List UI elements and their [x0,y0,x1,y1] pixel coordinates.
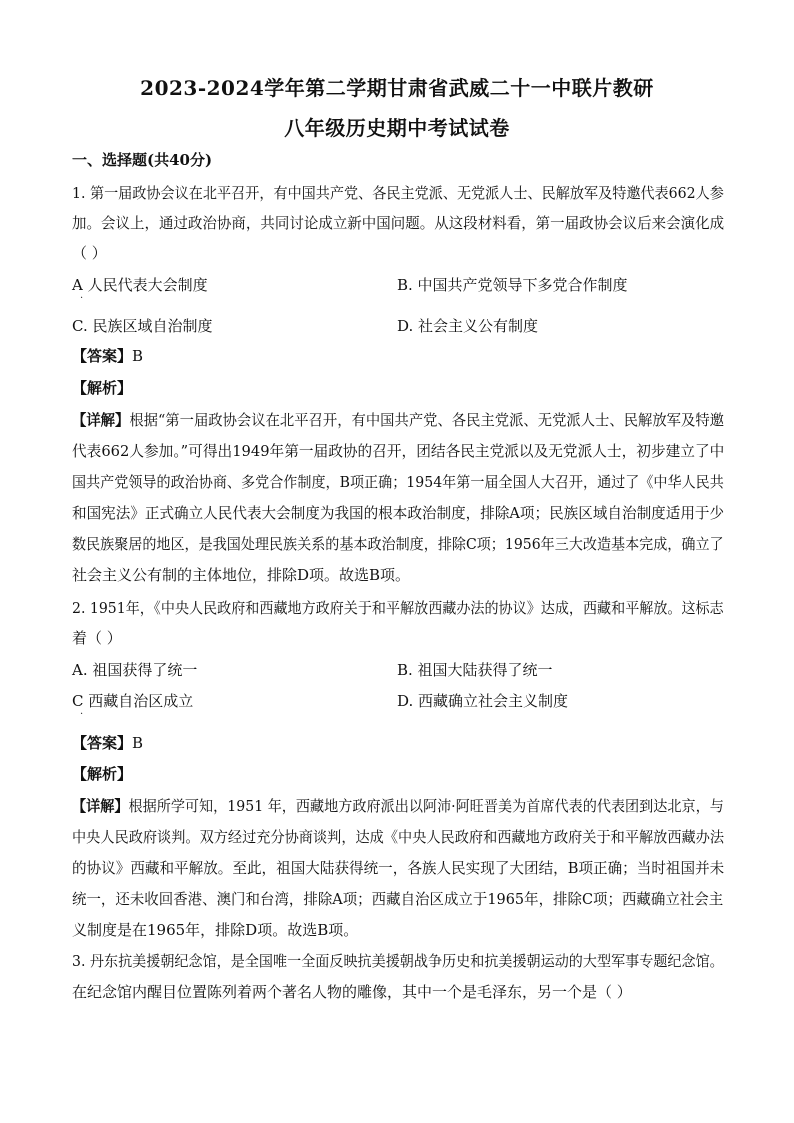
q2-detail-line4: 统一，还未收回香港、澳门和台湾，排除A项；西藏自治区成立于1965年，排除C项；西藏确立社会主 [72,890,724,908]
q1-stem-line1: 1. 第一届政协会议在北平召开，有中国共产党、各民主党派、无党派人士、民解放军及特邀代表662人参 [72,184,724,202]
q2-option-a: A. 祖国获得了统一 [72,661,198,679]
section-heading: 一、选择题(共40分) [72,151,213,169]
q1-analysis-label: 【解析】 [72,379,133,397]
q2-option-d: D. 西藏确立社会主义制度 [397,692,569,710]
q2-detail-label: 【详解】 [72,797,129,815]
exam-title-line2: 八年级历史期中考试试卷 [284,116,510,140]
q3-stem-line1: 3. 丹东抗美援朝纪念馆，是全国唯一全面反映抗美援朝战争历史和抗美援朝运动的大型军事专题纪念馆。 [72,952,724,970]
q1-option-a-dot: · [80,293,84,304]
q1-detail-line6: 社会主义公有制的主体地位，排除D项。故选B项。 [72,566,411,584]
q2-detail-line1 [72,796,724,816]
q2-detail-line3: 的协议》西藏和平解放。至此，祖国大陆获得统一，各族人民实现了大团结，B项正确；当时祖国并未 [72,859,725,877]
q1-answer [72,346,724,366]
q1-stem-line3: （ ） [72,244,107,262]
q1-detail-line3: 国共产党领导的政治协商、多党合作制度，B项正确；1954年第一届全国人大召开，通过了《中华人民共 [72,473,724,491]
q3-stem-line2: 在纪念馆内醒目位置陈列着两个著名人物的雕像，其中一个是毛泽东，另一个是（ ） [72,983,632,1001]
q2-stem-line2: 着（ ） [72,629,122,647]
q2-detail-line5: 义制度是在1965年，排除D项。故选B项。 [72,921,359,939]
q2-answer-value: B [132,734,144,752]
q1-option-d: D. 社会主义公有制度 [397,317,539,335]
q2-detail-line2: 中央人民政府谈判。双方经过充分协商谈判，达成《中央人民政府和西藏地方政府关于和平解放西藏办法 [72,828,725,846]
q1-detail-line1 [72,410,724,430]
q1-detail-line2: 代表662人参加。”可得出1949年第一届政协的召开，团结各民主党派以及无党派人士，初步建立了中 [72,442,725,460]
q2-detail-text1: 根据所学可知，1951 年，西藏地方政府派出以阿沛·阿旺晋美为首席代表的代表团到达北京，与 [128,797,724,815]
exam-title-line1: 2023-2024学年第二学期甘肃省武威二十一中联片教研 [140,76,654,100]
q2-answer [72,733,724,753]
q1-option-c: C. 民族区域自治制度 [72,317,213,335]
q1-detail-line4: 和国宪法》正式确立人民代表大会制度为我国的根本政治制度，排除A项；民族区域自治制度适用于少 [72,504,725,522]
q2-analysis-label: 【解析】 [72,765,133,783]
q2-option-c-dot: · [80,709,84,720]
q1-option-b: B. 中国共产党领导下多党合作制度 [397,276,628,294]
q1-detail-text1: 根据“第一届政协会议在北平召开，有中国共产党、各民主党派、无党派人士、民解放军及特邀 [129,411,724,429]
q2-answer-label: 【答案】 [72,734,133,752]
q2-option-c: C 西藏自治区成立 [72,692,194,710]
q2-stem-line1: 2. 1951年，《中央人民政府和西藏地方政府关于和平解放西藏办法的协议》达成，西藏和平解放。这标志 [72,599,724,617]
q1-answer-value: B [132,347,144,365]
q1-detail-line5: 数民族聚居的地区，是我国处理民族关系的基本政治制度，排除C项；1956年三大改造基本完成，确立了 [72,535,724,553]
q2-option-b: B. 祖国大陆获得了统一 [397,661,553,679]
q1-option-a: A 人民代表大会制度 [72,276,208,294]
q1-detail-label: 【详解】 [72,411,130,429]
q1-stem-line2: 加。会议上，通过政治协商，共同讨论成立新中国问题。从这段材料看，第一届政协会议后来会演化成 [72,214,725,232]
q1-answer-label: 【答案】 [72,347,133,365]
